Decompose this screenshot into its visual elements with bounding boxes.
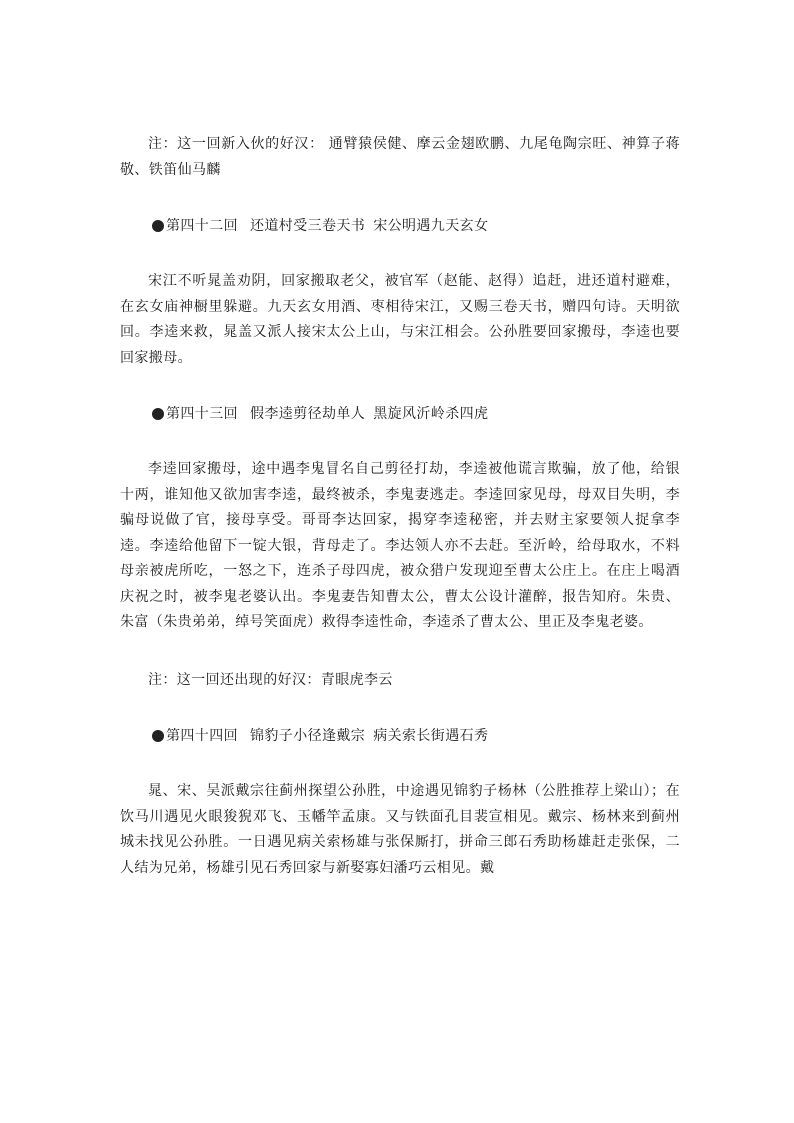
chapter-summary: 晁、宋、吴派戴宗往蓟州探望公孙胜，中途遇见锦豹子杨林（公胜推荐上梁山）；在饮马川遇见火眼狻猊邓飞、玉幡竿孟康。又与铁面孔目裴宣相见。戴宗、杨林来到蓟州城未找见公孙胜。一日遇见病关索杨雄与张保厮打，拼命三郎石秀助杨雄赶走张保，二人结为兄弟，杨雄引见石秀回家与新娶寡妇潘巧云相见。戴	[120, 783, 680, 876]
chapter-number: 第四十二回	[166, 218, 238, 234]
chapter-note: 注：这一回还出现的好汉：青眼虎李云	[148, 671, 393, 688]
chapter-summary: 宋江不听晁盖劝阴，回家搬取老父，被官军（赵能、赵得）追赶，进还道村避难，在玄女庙神橱里躲避。九天玄女用酒、枣相待宋江，又赐三卷天书，赠四句诗。天明欲回。李逵来救，晁盖又派人接宋太公上山，与宋江相会。公孙胜要回家搬母，李逵也要回家搬母。	[120, 273, 680, 366]
bullet-icon	[152, 408, 164, 420]
chapter-number: 第四十四回	[166, 728, 238, 744]
chapter-title-line2: 黑旋风沂岭杀四虎	[373, 406, 489, 422]
chapter-title-line2: 病关索长街遇石秀	[373, 728, 489, 744]
chapter-heading	[120, 403, 680, 425]
document-page	[120, 132, 680, 881]
chapter-title-line1: 假李逵剪径劫单人	[250, 406, 366, 422]
bullet-icon	[152, 220, 164, 232]
chapter-title-line1: 锦豹子小径逢戴宗	[250, 728, 366, 744]
chapter-title-line1: 还道村受三卷天书	[250, 218, 366, 234]
chapter-title-line2: 宋公明遇九天玄女	[373, 218, 489, 234]
chapter-number: 第四十三回	[166, 406, 238, 422]
bullet-icon	[152, 730, 164, 742]
chapter-heading	[120, 215, 680, 237]
chapter-note: 注：这一回新入伙的好汉： 通臂猿侯健、摩云金翅欧鹏、九尾龟陶宗旺、神算子蒋敬、铁笛仙马麟	[120, 136, 680, 178]
chapter-heading	[120, 725, 680, 747]
chapter-summary: 李逵回家搬母，途中遇李鬼冒名自己剪径打劫，李逵被他谎言欺骗，放了他，给银十两，谁知他又欲加害李逵，最终被杀，李鬼妻逃走。李逵回家见母，母双目失明，李骗母说做了官，接母享受。哥哥李达回家，揭穿李逵秘密，并去财主家要领人捉拿李逵。李逵给他留下一锭大银，背母走了。李达领人亦不去赶。至沂岭，给母取水，不料母亲被虎所吃，一怒之下，连杀子母四虎，被众猎户发现迎至曹太公庄上。在庄上喝酒庆祝之时，被李鬼老婆认出。李鬼妻告知曹太公，曹太公设计灌醉，报告知府。朱贵、朱富（朱贵弟弟，绰号笑面虎）救得李逵性命，李逵杀了曹太公、里正及李鬼老婆。	[120, 461, 680, 630]
